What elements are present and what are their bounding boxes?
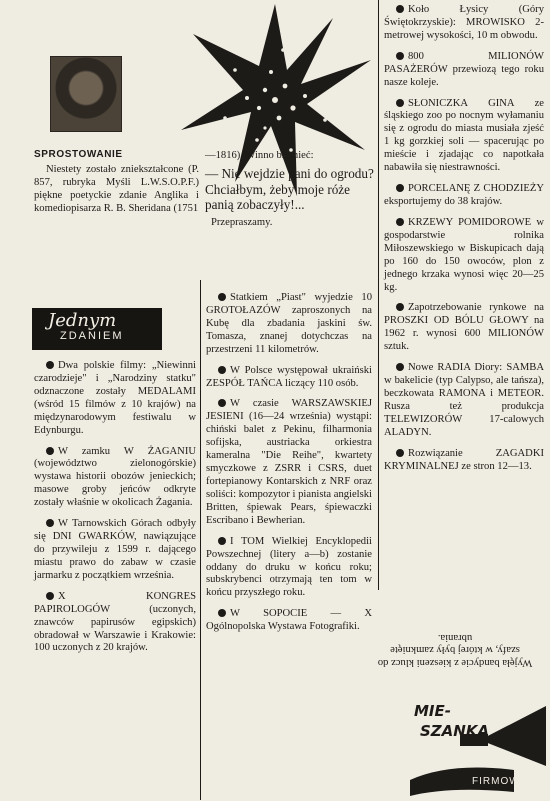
bullet-icon [396, 99, 404, 107]
news-item-text: 800 MILIONÓW PASAŻERÓW przewiozą tego roku nasze koleje. [384, 50, 544, 88]
news-item-text: Statkiem „Piast" wyjedzie 10 GROTOŁAZÓW zaproszonych na Kubę dla zbadania jaskini św. Tomasza, znanej dotychczas na przestrzeni 11 kilometrów. [206, 292, 372, 355]
news-item-text: W Tarnowskich Górach odbyły się DNI GWARKÓW, nawiązujące do przywileju z 1599 r. dającego miastu prawo do zabaw w czasie jarmarku z początkiem września. [34, 518, 196, 581]
news-item [34, 518, 196, 583]
logo-script-text: Jednym [48, 310, 117, 331]
column-3 [384, 4, 544, 482]
bullet-icon [218, 609, 226, 617]
jednym-zdaniem-logo [32, 308, 162, 350]
news-item-text: W zamku W ŻAGANIU (województwo zielonogórskie) wystawa historii obozów jenieckich; masowe groby jeńców odkryte zostały właśnie w okolicach Żagania. [34, 445, 196, 509]
news-item [384, 98, 544, 176]
bullet-icon [46, 519, 54, 527]
news-item-text: SŁONICZKA GINA ze śląskiego zoo po nocnym wyłamaniu się z ogrodu do miasta musiała zjeść 1 kg gorzkiej soli — spacerując po mieście i zjadając co napotkała nabawiła się niestrawności. [384, 97, 544, 174]
sprostowanie-heading: SPROSTOWANIE [34, 149, 123, 160]
stamp-line-3: FIRMOWA [472, 776, 527, 787]
bullet-icon [218, 399, 226, 407]
news-item [384, 362, 544, 440]
column-1 [34, 360, 196, 663]
portrait-photo [50, 56, 122, 132]
stamp-line-2: SZANKA [420, 722, 490, 740]
bullet-icon [396, 52, 404, 60]
news-item [206, 398, 372, 527]
sprostowanie-quote: — Nie wejdzie pani do ogrodu? Chciałbym, żeby moje róże panią zobaczyły!... [205, 165, 374, 213]
sprostowanie-continuation: —1816). Winno brzmieć: [205, 150, 314, 161]
news-item-text: PORCELANĘ Z CHODZIEŻY eksportujemy do 38 krajów. [384, 183, 544, 207]
news-item [206, 608, 372, 634]
sprostowanie-continued [205, 150, 375, 238]
column-separator [378, 0, 379, 590]
logo-caps-text: ZDANIEM [60, 330, 124, 342]
news-item [384, 183, 544, 209]
bullet-icon [218, 537, 226, 545]
mieszanka-firmowa-stamp [410, 700, 548, 796]
upside-down-answer: Wyjęła bandycie z kieszeni klucz do szafy, w której były zamknięte ubrania. [377, 631, 533, 669]
news-item-text: KRZEWY POMIDOROWE w gospodarstwie rolnika Miłoszewskiego w Biskupicach dają po 160 do 150 owoców, plon z jednego krzaka wynosi więc 20—25 kg. [384, 216, 544, 293]
news-item-text: W Polsce występował ukraiński ZESPÓŁ TAŃCA liczący 110 osób. [206, 364, 372, 389]
bullet-icon [46, 447, 54, 455]
news-item-text: Koło Łysicy (Góry Świętokrzyskie): MROWISKO 2-metrowej wysokości, 10 m obwodu. [384, 4, 544, 41]
news-item [34, 446, 196, 511]
bullet-icon [218, 293, 226, 301]
news-item [384, 448, 544, 474]
stamp-line-1: MIE- [414, 702, 451, 720]
sprostowanie-text: Niestety zostało zniekształcone (P. 857, rubryka Myśli L.W.S.O.P.F.) piękne poetyckie zdanie Anglika i komediopisarza R. B. Sheridana (1751 [34, 164, 199, 214]
bullet-icon [396, 363, 404, 371]
sprostowanie-closing: Przepraszamy. [211, 216, 273, 228]
news-item [384, 302, 544, 354]
news-item [384, 217, 544, 295]
bullet-icon [396, 5, 404, 13]
news-item-text: Zapotrzebowanie rynkowe na PROSZKI OD BÓLU GŁOWY na 1962 r. wynosi 600 MILIONÓW sztuk. [384, 302, 544, 353]
news-item [206, 292, 372, 357]
bullet-icon [46, 592, 54, 600]
news-item-text: X KONGRES PAPIROLOGÓW (uczonych, znawców papirusów egipskich) obradował w Warszawie i Krakowie: 100 uczonych z 20 krajów. [34, 590, 196, 654]
news-item-text: Dwa polskie filmy: „Niewinni czarodzieje" i „Narodziny statku" odznaczone zostały MEDALAMI (wśród 15 filmów z 10 krajów) na międzynarodowym festiwalu w Edynburgu. [34, 360, 196, 436]
news-item [384, 51, 544, 90]
bullet-icon [46, 361, 54, 369]
bullet-icon [396, 218, 404, 226]
sprostowanie-body [34, 164, 199, 224]
news-item [34, 591, 196, 656]
news-item [384, 4, 544, 43]
bullet-icon [396, 449, 404, 457]
news-item-text: Nowe RADIA Diory: SAMBA w bakelicie (typ Calypso, ale tańsza), beczkowata RAMONA i METEOR. Rusza też produkcja TELEWIZORÓW 17-calowych ALADYN. [384, 362, 544, 438]
news-item [206, 365, 372, 391]
bullet-icon [218, 366, 226, 374]
news-item [34, 360, 196, 438]
column-separator [200, 280, 201, 800]
bullet-icon [396, 303, 404, 311]
news-item [206, 536, 372, 601]
news-item-text: W czasie WARSZAWSKIEJ JESIENI (16—24 września) wystąpi: chiński balet z Pekinu, filharmonia sofijska, austriacka orkiestra kameralna "Die Reihe", kwartety smyczkowe z ZSRR i CSRS, duet fortepianowy Kontarskich z NRF oraz soliści: kompozytor i pianista angielski Britten, śpiewak Pears, śpiewaczki Escribano i Bewherian. [206, 398, 372, 526]
news-item-text: W SOPOCIE — X Ogólnopolska Wystawa Fotografiki. [206, 608, 372, 633]
bullet-icon [396, 184, 404, 192]
news-item-text: Rozwiązanie ZAGADKI KRYMINALNEJ ze stron 12—13. [384, 447, 544, 472]
news-item-text: I TOM Wielkiej Encyklopedii Powszechnej (litery a—b) zostanie oddany do druku w końcu roku; subskrybenci otrzymają ten tom w końcu przyszłego roku. [206, 535, 372, 599]
column-2 [206, 292, 372, 642]
